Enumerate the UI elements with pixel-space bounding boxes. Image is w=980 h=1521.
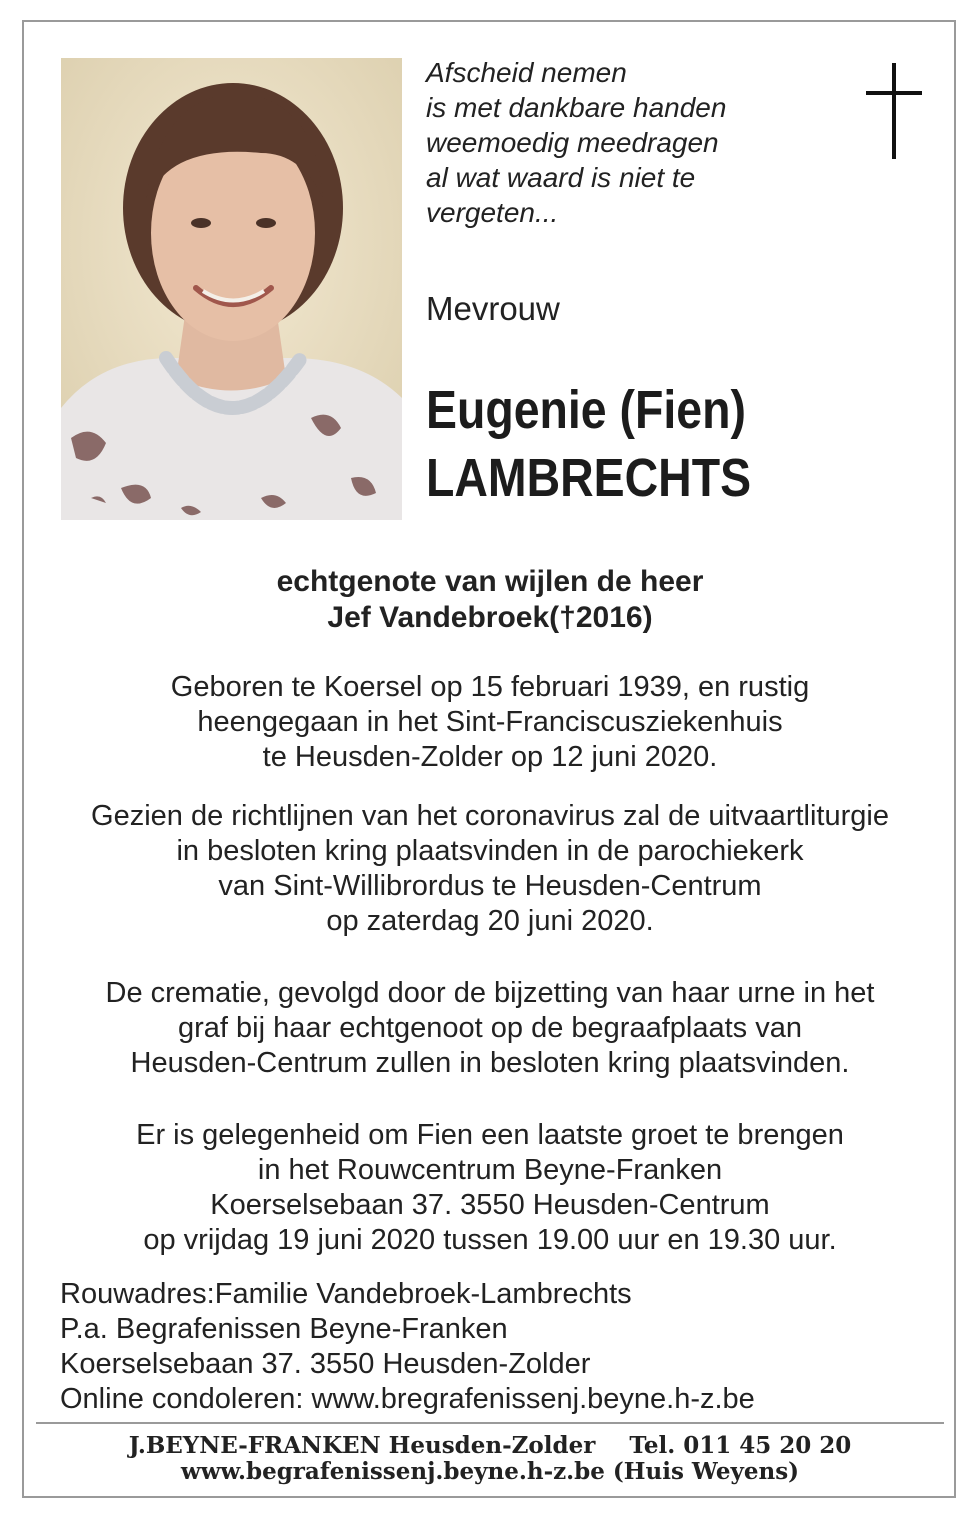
deceased-name <box>426 376 751 512</box>
address-line: P.a. Begrafenissen Beyne-Franken <box>60 1313 508 1345</box>
portrait-illustration <box>61 58 402 520</box>
birth-death-paragraph <box>40 670 940 775</box>
funeral-home-phone[interactable]: Tel. 011 45 20 20 <box>629 1432 852 1459</box>
poem <box>426 55 846 230</box>
funeral-home-name: J.BEYNE-FRANKEN Heusden-Zolder <box>128 1432 596 1459</box>
birth-line: te Heusden-Zolder op 12 juni 2020. <box>262 741 718 773</box>
visitation-line: Er is gelegenheid om Fien een laatste groet te brengen <box>136 1119 844 1151</box>
liturgy-line: op zaterdag 20 juni 2020. <box>326 905 654 937</box>
poem-line: al wat waard is niet te <box>426 162 696 193</box>
address-line: Koerselsebaan 37. 3550 Heusden-Zolder <box>60 1348 591 1380</box>
poem-line: weemoedig meedragen <box>426 127 719 158</box>
funeral-home-line <box>36 1432 944 1459</box>
footer-divider <box>36 1422 944 1424</box>
address-line: Rouwadres:Familie Vandebroek-Lambrechts <box>60 1278 632 1310</box>
honorific: Mevrouw <box>426 290 560 327</box>
poem-line: Afscheid nemen <box>426 57 627 88</box>
liturgy-line: in besloten kring plaatsvinden in de parochiekerk <box>176 835 804 867</box>
birth-line: Geboren te Koersel op 15 februari 1939, en rustig <box>170 671 810 703</box>
deceased-name-line2: LAMBRECHTS <box>426 448 752 508</box>
poem-line: vergeten... <box>426 197 559 228</box>
visitation-line: op vrijdag 19 juni 2020 tussen 19.00 uur en 19.30 uur. <box>143 1224 837 1256</box>
funeral-home-website[interactable]: www.begrafenissenj.beyne.h-z.be (Huis Weyens) <box>180 1458 800 1485</box>
visitation-paragraph <box>40 1118 940 1258</box>
spouse-line: Jef Vandebroek(†2016) <box>327 601 653 634</box>
mourning-address <box>60 1277 755 1417</box>
cross-icon <box>866 63 922 159</box>
liturgy-line: Gezien de richtlijnen van het coronavirus zal de uitvaartliturgie <box>91 800 889 832</box>
spouse-line: echtgenote van wijlen de heer <box>276 565 704 598</box>
online-condolence-link[interactable]: Online condoleren: www.bregrafenissenj.beyne.h-z.be <box>60 1383 755 1415</box>
cremation-line: De crematie, gevolgd door de bijzetting van haar urne in het <box>105 977 875 1009</box>
cremation-paragraph <box>40 976 940 1081</box>
cremation-line: Heusden-Centrum zullen in besloten kring plaatsvinden. <box>130 1047 850 1079</box>
portrait-photo <box>61 58 402 520</box>
visitation-line: Koerselsebaan 37. 3550 Heusden-Centrum <box>210 1189 770 1221</box>
birth-line: heengegaan in het Sint-Franciscusziekenhuis <box>197 706 783 738</box>
liturgy-paragraph <box>40 799 940 939</box>
poem-line: is met dankbare handen <box>426 92 727 123</box>
deceased-name-line1: Eugenie (Fien) <box>426 380 746 440</box>
visitation-line: in het Rouwcentrum Beyne-Franken <box>257 1154 723 1186</box>
spouse-info <box>40 564 940 636</box>
cremation-line: graf bij haar echtgenoot op de begraafplaats van <box>178 1012 802 1044</box>
liturgy-line: van Sint-Willibrordus te Heusden-Centrum <box>218 870 762 902</box>
